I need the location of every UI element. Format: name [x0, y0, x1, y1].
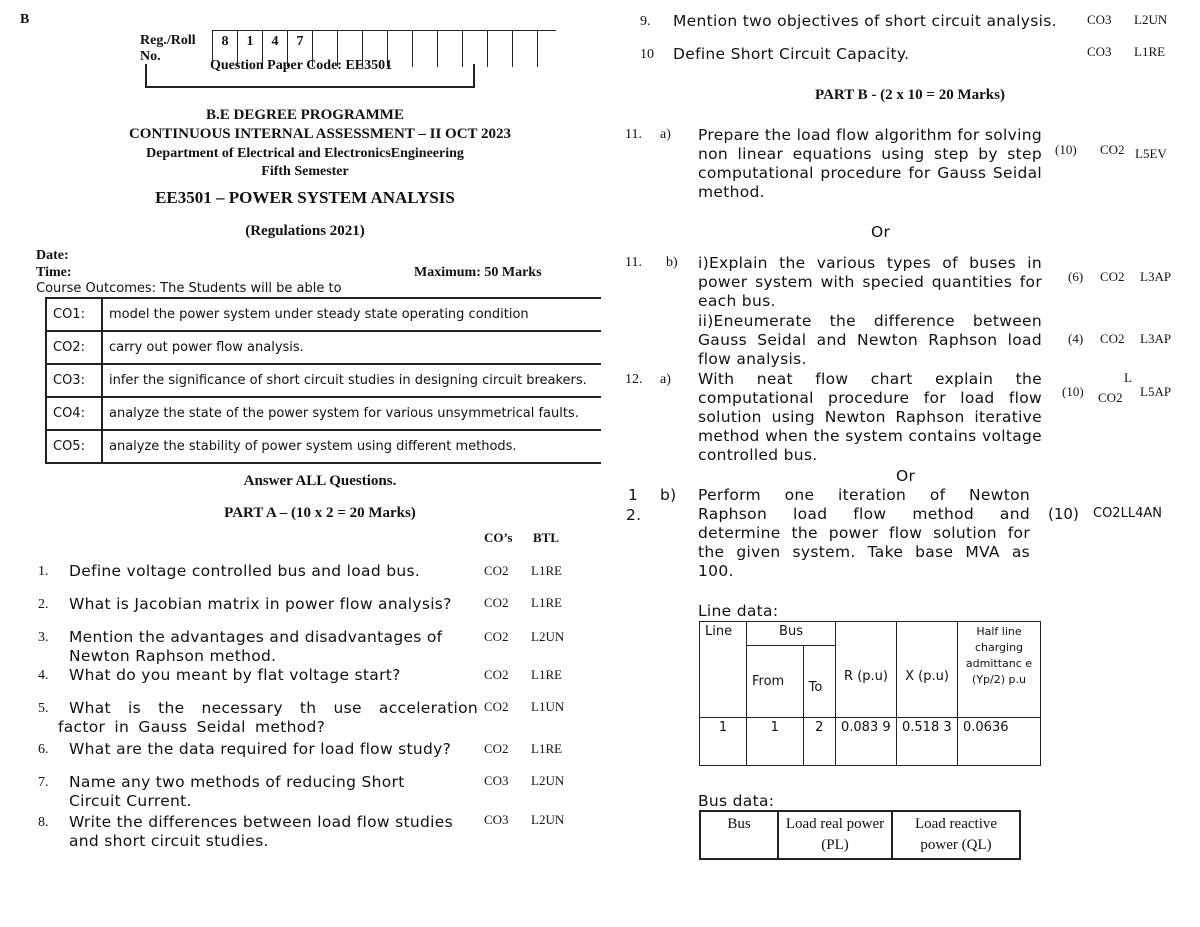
q12b-text: Perform one iteration of Newton Raphson load flow method and determine the power flow solution for the given system. Take base MVA as 100. [698, 486, 1030, 580]
question-text: What are the data required for load flow study? [69, 740, 452, 758]
course-outcome-id: CO4: [46, 397, 102, 430]
reg-digit-box: 1 [237, 31, 262, 67]
question-text: Write the differences between load flow studies and short circuit studies. [69, 813, 453, 850]
question-btl: L1RE [531, 563, 563, 578]
question-number: 3. [38, 630, 49, 645]
course-outcomes-intro: Course Outcomes: The Students will be able to [36, 281, 342, 296]
question-text: What is the necessary th use acceleration factor in Gauss Seidal method? [58, 699, 478, 736]
question-btl: L1RE [1134, 44, 1166, 59]
q12a-number: 12. [625, 372, 643, 387]
question-number: 4. [38, 668, 49, 683]
question-co: CO3 [1087, 44, 1112, 59]
reg-digit-box [512, 31, 538, 67]
q11b-part-ii-btl: L3AP [1140, 331, 1172, 346]
btl-column-header: BTL [533, 530, 560, 545]
question-co: CO3 [484, 773, 509, 788]
from-cell: 1 [747, 718, 804, 766]
question-text: Define voltage controlled bus and load bus. [69, 562, 421, 580]
or-separator-12: Or [896, 467, 916, 485]
line-cell: 1 [700, 718, 747, 766]
q12b-sub: b) [660, 486, 677, 504]
answer-all-instruction: Answer ALL Questions. [243, 473, 397, 489]
exam-title: CONTINUOUS INTERNAL ASSESSMENT – II OCT 2023 [128, 126, 512, 142]
bus-data-bus-header: Bus [700, 811, 778, 859]
reg-digit-box [437, 31, 462, 67]
q11b-part-i-co: CO2 [1100, 269, 1125, 284]
q11a-btl: L5EV [1135, 146, 1167, 161]
course-outcome-text: analyze the state of the power system for various unsymmetrical faults. [102, 397, 601, 430]
course-outcome-row [46, 364, 601, 397]
q11a-sub: a) [660, 127, 671, 142]
question-number: 2. [38, 597, 49, 612]
course-outcome-text: carry out power flow analysis. [102, 331, 601, 364]
question-co: CO3 [1087, 12, 1112, 27]
q11b-part-i-text: i)Explain the various types of buses in power system with specied quantities for each bus. [698, 254, 1042, 310]
q11b-sub: b) [666, 255, 678, 270]
load-reactive-power-header: Load reactive power (QL) [892, 811, 1020, 859]
question-number: 1. [38, 564, 49, 579]
semester-title: Fifth Semester [261, 164, 349, 179]
course-outcomes-table [45, 297, 601, 464]
course-outcome-row [46, 397, 601, 430]
part-a-title: PART A – (10 x 2 = 20 Marks) [224, 505, 416, 521]
half-line-charging-cell: 0.0636 [958, 718, 1041, 766]
reg-digit-box: 7 [287, 31, 312, 67]
programme-title: B.E DEGREE PROGRAMME [206, 107, 404, 123]
q12b-number-part1: 1 [628, 486, 639, 504]
time-label: Time: [36, 265, 72, 280]
course-outcome-row [46, 331, 601, 364]
q12b-marks: (10) [1048, 505, 1079, 523]
question-text: What is Jacobian matrix in power flow analysis? [69, 595, 452, 613]
q11b-number: 11. [625, 255, 642, 270]
course-outcome-id: CO5: [46, 430, 102, 463]
x-header: X (p.u) [897, 622, 958, 718]
to-header: To [803, 646, 835, 718]
question-co: CO2 [484, 741, 509, 756]
course-outcome-id: CO1: [46, 298, 102, 331]
question-text: Mention the advantages and disadvantages of Newton Raphson method. [69, 628, 443, 665]
department-title: Department of Electrical and ElectronicsEngineering [146, 146, 464, 161]
x-cell: 0.518 3 [897, 718, 958, 766]
q11b-part-ii-co: CO2 [1100, 331, 1125, 346]
course-outcome-row [46, 430, 601, 463]
question-btl: L1UN [531, 699, 565, 714]
question-co: CO2 [484, 595, 509, 610]
half-line-charging-header: Half line charging admittanc e (Yp/2) p.u [958, 622, 1041, 718]
question-co: CO2 [484, 699, 509, 714]
reg-digit-box: 4 [262, 31, 287, 67]
line-header: Line [700, 622, 747, 718]
to-cell: 2 [803, 718, 835, 766]
q12b-co-btl: CO2LL4AN [1093, 506, 1162, 521]
question-text: What do you meant by flat voltage start? [69, 666, 401, 684]
question-number: 6. [38, 742, 49, 757]
question-text: Define Short Circuit Capacity. [673, 45, 910, 63]
regulations: (Regulations 2021) [245, 223, 365, 239]
question-number: 8. [38, 815, 49, 830]
bus-header: Bus [747, 622, 836, 646]
reg-digit-box [462, 31, 487, 67]
q11b-part-i-marks: (6) [1068, 269, 1084, 284]
course-outcome-text: model the power system under steady state operating condition [102, 298, 601, 331]
reg-digit-box [487, 31, 512, 67]
question-btl: L1RE [531, 741, 563, 756]
q12a-marks: (10) [1062, 384, 1084, 399]
maximum-marks: Maximum: 50 Marks [414, 265, 542, 280]
r-header: R (p.u) [836, 622, 897, 718]
question-co: CO2 [484, 629, 509, 644]
question-btl: L2UN [1134, 12, 1168, 27]
q12a-co: CO2 [1098, 390, 1123, 405]
question-number: 9. [640, 14, 651, 29]
question-btl: L2UN [531, 812, 565, 827]
q11b-part-ii-text: ii)Eneumerate the difference between Gauss Seidal and Newton Raphson load flow analysis. [698, 312, 1042, 368]
course-title: EE3501 – POWER SYSTEM ANALYSIS [155, 188, 455, 207]
course-outcome-text: infer the significance of short circuit studies in designing circuit breakers. [102, 364, 601, 397]
question-btl: L2UN [531, 773, 565, 788]
reg-label-line2: No. [140, 49, 161, 64]
q11b-part-i-btl: L3AP [1140, 269, 1172, 284]
reg-label-line1: Reg./Roll [140, 33, 196, 48]
course-outcome-id: CO2: [46, 331, 102, 364]
question-co: CO2 [484, 563, 509, 578]
paper-set-mark: B [20, 12, 30, 27]
question-btl: L1RE [531, 667, 563, 682]
q12a-sub: a) [660, 372, 671, 387]
reg-digit-box: 8 [212, 31, 237, 67]
reg-roll-label [140, 33, 196, 65]
question-text: Name any two methods of reducing Short Circuit Current. [69, 773, 405, 810]
bus-data-label: Bus data: [698, 792, 775, 810]
q11a-marks: (10) [1055, 142, 1077, 157]
question-co: CO3 [484, 812, 509, 827]
question-paper-code: Question Paper Code: EE3501 [210, 58, 393, 73]
q11a-text: Prepare the load flow algorithm for solving non linear equations using step by step computational procedure for Gauss Seidal method. [698, 126, 1042, 201]
from-header: From [747, 646, 804, 718]
question-number: 5. [38, 701, 49, 716]
question-number: 7. [38, 775, 49, 790]
course-outcome-row [46, 298, 601, 331]
co-column-header: CO’s [484, 530, 513, 545]
question-btl: L1RE [531, 595, 563, 610]
q12a-btl-top: L [1124, 370, 1132, 385]
q12a-text: With neat flow chart explain the computational procedure for load flow solution using Newton Raphson iterative method when the system contains voltage controlled bus. [698, 370, 1042, 464]
course-outcome-id: CO3: [46, 364, 102, 397]
date-label: Date: [36, 248, 69, 263]
question-co: CO2 [484, 667, 509, 682]
q11b-part-ii-marks: (4) [1068, 331, 1084, 346]
q11a-co: CO2 [1100, 142, 1125, 157]
question-text: Mention two objectives of short circuit analysis. [673, 12, 1057, 30]
q11a-number: 11. [625, 127, 642, 142]
load-real-power-header: Load real power (PL) [778, 811, 892, 859]
q12a-btl: L5AP [1140, 384, 1172, 399]
part-b-title: PART B - (2 x 10 = 20 Marks) [815, 87, 1005, 103]
line-data-label: Line data: [698, 602, 779, 620]
r-cell: 0.083 9 [836, 718, 897, 766]
course-outcome-text: analyze the stability of power system using different methods. [102, 430, 601, 463]
question-number: 10 [640, 47, 654, 62]
or-separator-11: Or [871, 223, 891, 241]
line-data-table [699, 621, 1041, 766]
question-btl: L2UN [531, 629, 565, 644]
q12b-number-part2: 2. [626, 506, 642, 524]
bus-data-table [699, 810, 1021, 860]
reg-digit-box [412, 31, 437, 67]
